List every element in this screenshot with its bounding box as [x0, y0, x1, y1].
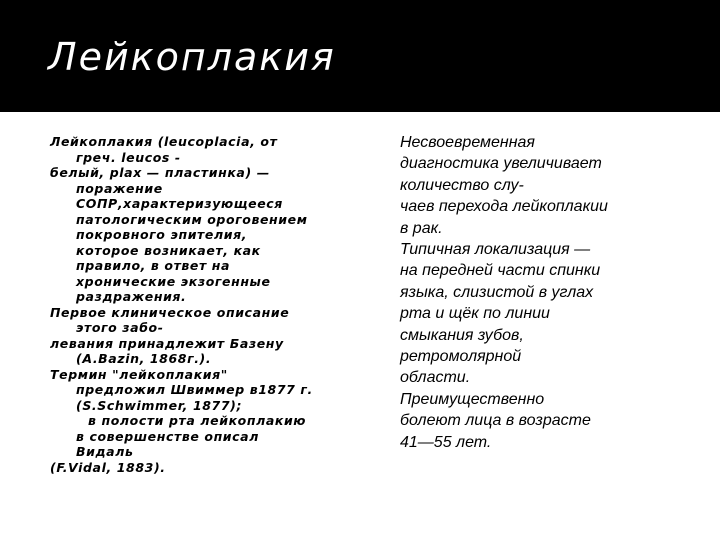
clinical-line: Типичная локализация — [400, 241, 591, 259]
definition-line: поражение [76, 180, 163, 196]
clinical-line: в рак. [400, 219, 443, 237]
clinical-line: 41—55 лет. [400, 433, 492, 451]
history-line: в полости рта лейкоплакию [88, 413, 307, 428]
definition-line: белый, plax — пластинка) — [50, 165, 270, 180]
clinical-line: языка, слизистой в углах [400, 283, 594, 301]
history-line: (A.Bazin, 1868г.). [76, 351, 212, 366]
definition-line: греч. leucos - [76, 149, 181, 165]
clinical-line: диагностика увеличивает [400, 155, 602, 173]
clinical-text-block [400, 132, 700, 453]
history-line: Видаль [76, 444, 134, 459]
clinical-line: рта и щёк по линии [400, 305, 550, 323]
definition-line: хронические экзогенные [76, 273, 271, 289]
clinical-line: смыкания зубов, [400, 326, 524, 344]
clinical-line: количество слу- [400, 176, 524, 194]
clinical-line: Несвоевременная [400, 134, 535, 151]
history-line: (S.Schwimmer, 1877); [76, 397, 243, 413]
history-line: Первое клиническое описание [50, 304, 290, 320]
clinical-line: чаев перехода лейкоплакии [400, 198, 608, 216]
history-line: в совершенстве описал [76, 428, 259, 444]
history-line: (F.Vidal, 1883). [50, 459, 166, 475]
slide-header [0, 0, 720, 112]
history-line: этого забо- [76, 320, 164, 335]
history-line: левания принадлежит Базену [50, 335, 284, 351]
definition-line: патологическим ороговением [76, 211, 308, 227]
slide-title: Лейкоплакия [48, 35, 336, 79]
definition-line: покровного эпителия, [76, 227, 248, 242]
clinical-line: области. [400, 369, 471, 387]
history-line: предложил Швиммер в1877 г. [76, 382, 313, 397]
definition-line: СОПР,характеризующееся [76, 196, 283, 211]
clinical-line: на передней части спинки [400, 262, 601, 280]
definition-line: правило, в ответ на [76, 258, 231, 273]
clinical-line: Преимущественно [400, 390, 545, 408]
definition-line: Лейкоплакия (leucoplacia, от [50, 134, 278, 149]
clinical-line: ретромолярной [400, 348, 522, 366]
clinical-line: болеют лица в возрасте [400, 412, 591, 430]
history-line: Термин "лейкоплакия" [50, 366, 228, 382]
definition-text-block [50, 134, 350, 475]
definition-line: которое возникает, как [76, 242, 261, 258]
definition-line: раздражения. [76, 289, 187, 304]
